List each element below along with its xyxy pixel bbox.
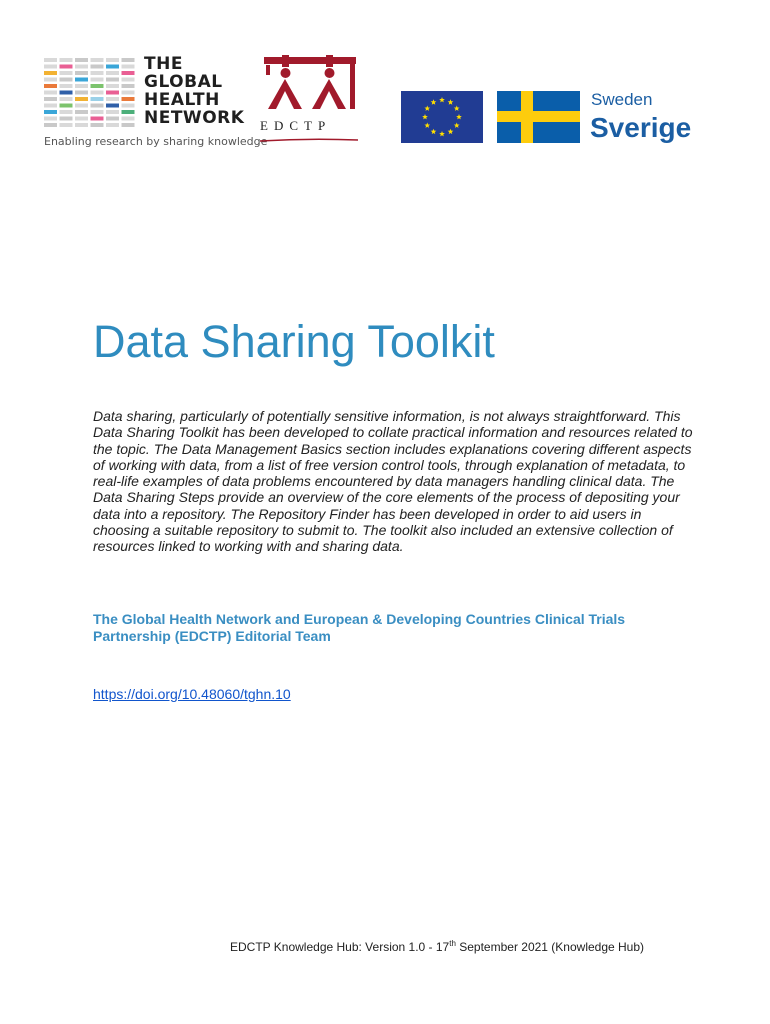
page-footer xyxy=(230,939,644,954)
eu-star-icon xyxy=(424,123,430,128)
tghn-wordmark xyxy=(144,55,244,127)
tghn-grid-dash xyxy=(60,65,73,69)
tghn-grid-dash xyxy=(122,117,135,121)
tghn-grid-dash xyxy=(75,91,88,95)
eu-star-icon xyxy=(431,99,437,104)
eu-star-icon xyxy=(422,114,428,119)
tghn-tagline: Enabling research by sharing knowledge xyxy=(44,135,268,148)
sverige-label: Sverige xyxy=(590,112,692,143)
tghn-grid-dash xyxy=(91,91,104,95)
tghn-grid-dash xyxy=(44,117,57,121)
tghn-grid-dash xyxy=(91,78,104,82)
edctp-logo xyxy=(256,55,366,150)
tghn-grid-dash xyxy=(60,110,73,114)
footer-text-end: September 2021 (Knowledge Hub) xyxy=(455,940,645,954)
tghn-grid-dash xyxy=(106,84,119,88)
tghn-grid-dash xyxy=(122,58,135,62)
tghn-grid-dash xyxy=(122,110,135,114)
eu-star-icon xyxy=(454,106,460,111)
edctp-wordmark: EDCTP xyxy=(260,118,332,133)
sweden-flag-horizontal-bar xyxy=(497,111,580,122)
tghn-grid-dash xyxy=(44,123,57,127)
tghn-grid-dash xyxy=(106,78,119,82)
tghn-grid-dash xyxy=(106,123,119,127)
tghn-grid-dash xyxy=(122,71,135,75)
tghn-grid-dash xyxy=(106,65,119,69)
tghn-grid-dash xyxy=(60,97,73,101)
tghn-grid-dash xyxy=(44,78,57,82)
eu-star-icon xyxy=(439,131,445,136)
tghn-grid-dash xyxy=(122,97,135,101)
document-abstract: Data sharing, particularly of potentially sensitive information, is not always straightforward. This Data Sharing Toolkit has been developed to collate practical information and resources related to the topic. The Data Management Basics section includes explanations covering different aspects of working with data, from a list of free version control tools, through explanation of metadata, to real-life examples of data problems encountered by data managers handling clinical data. The Data Sharing Steps provide an overview of the core elements of the process of depositing your data into a repository. The Repository Finder has been developed in order to aid users in choosing a suitable repository to submit to. The toolkit also included an extensive collection of resources linked to working with and sharing data. xyxy=(93,408,693,555)
tghn-grid-dash xyxy=(91,58,104,62)
doi-link[interactable]: https://doi.org/10.48060/tghn.10 xyxy=(93,686,291,702)
tghn-grid-dash xyxy=(60,58,73,62)
tghn-grid-dash xyxy=(60,78,73,82)
tghn-line-4: NETWORK xyxy=(144,108,245,128)
tghn-grid-dash xyxy=(75,65,88,69)
eu-star-icon xyxy=(456,114,462,119)
footer-text: EDCTP Knowledge Hub: Version 1.0 - 17 xyxy=(230,940,450,954)
tghn-grid-icon xyxy=(44,58,136,130)
tghn-grid-dash xyxy=(106,110,119,114)
edctp-figures-icon xyxy=(262,55,362,113)
tghn-grid-dash xyxy=(44,58,57,62)
editorial-team: The Global Health Network and European & Developing Countries Clinical Trials Partnership (EDCTP) Editorial Team xyxy=(93,611,626,644)
tghn-grid-dash xyxy=(106,58,119,62)
eu-star-icon xyxy=(448,99,454,104)
tghn-grid-dash xyxy=(91,104,104,108)
tghn-grid-dash xyxy=(91,97,104,101)
sweden-flag-vertical-bar xyxy=(521,91,533,143)
eu-flag-icon xyxy=(401,91,483,143)
tghn-grid-dash xyxy=(122,91,135,95)
eu-star-icon xyxy=(424,106,430,111)
tghn-grid-dash xyxy=(122,65,135,69)
tghn-grid-dash xyxy=(44,91,57,95)
tghn-line-2: GLOBAL xyxy=(144,72,223,92)
tghn-grid-dash xyxy=(44,71,57,75)
tghn-grid-dash xyxy=(91,65,104,69)
tghn-grid-dash xyxy=(106,117,119,121)
tghn-grid-dash xyxy=(75,97,88,101)
tghn-grid-dash xyxy=(75,117,88,121)
tghn-grid-dash xyxy=(75,71,88,75)
tghn-grid-dash xyxy=(122,84,135,88)
sweden-flag-icon xyxy=(497,91,580,143)
tghn-grid-dash xyxy=(44,65,57,69)
eu-star-icon xyxy=(431,129,437,134)
tghn-grid-dash xyxy=(44,97,57,101)
tghn-grid-dash xyxy=(91,71,104,75)
tghn-grid-dash xyxy=(106,97,119,101)
tghn-grid-dash xyxy=(44,104,57,108)
logo-header xyxy=(0,0,770,170)
tghn-line-3: HEALTH xyxy=(144,90,220,110)
tghn-grid-dash xyxy=(106,104,119,108)
tghn-grid-dash xyxy=(60,104,73,108)
tghn-grid-dash xyxy=(60,117,73,121)
tghn-grid-dash xyxy=(60,84,73,88)
tghn-grid-dash xyxy=(122,104,135,108)
tghn-grid-dash xyxy=(91,110,104,114)
tghn-grid-dash xyxy=(91,123,104,127)
tghn-grid-dash xyxy=(60,123,73,127)
eu-star-icon xyxy=(448,129,454,134)
tghn-grid-dash xyxy=(75,78,88,82)
document-title: Data Sharing Toolkit xyxy=(93,316,495,367)
eu-stars-icon xyxy=(401,91,483,143)
tghn-grid-dash xyxy=(122,123,135,127)
eu-star-icon xyxy=(454,123,460,128)
eu-star-icon xyxy=(439,97,445,102)
footer-ordinal: th xyxy=(449,939,456,948)
tghn-grid-dash xyxy=(75,123,88,127)
tghn-grid-dash xyxy=(75,84,88,88)
tghn-logo xyxy=(44,54,268,150)
tghn-grid-dash xyxy=(44,110,57,114)
tghn-grid-dash xyxy=(44,84,57,88)
edctp-underline-icon xyxy=(260,138,358,142)
tghn-grid-dash xyxy=(75,58,88,62)
tghn-grid-dash xyxy=(60,91,73,95)
tghn-grid-dash xyxy=(91,84,104,88)
tghn-line-1: THE xyxy=(144,54,183,74)
tghn-grid-dash xyxy=(91,117,104,121)
tghn-grid-dash xyxy=(106,71,119,75)
tghn-grid-dash xyxy=(75,110,88,114)
sweden-label: Sweden xyxy=(591,90,653,109)
tghn-grid-dash xyxy=(75,104,88,108)
tghn-grid-dash xyxy=(60,71,73,75)
tghn-grid-dash xyxy=(106,91,119,95)
tghn-grid-dash xyxy=(122,78,135,82)
